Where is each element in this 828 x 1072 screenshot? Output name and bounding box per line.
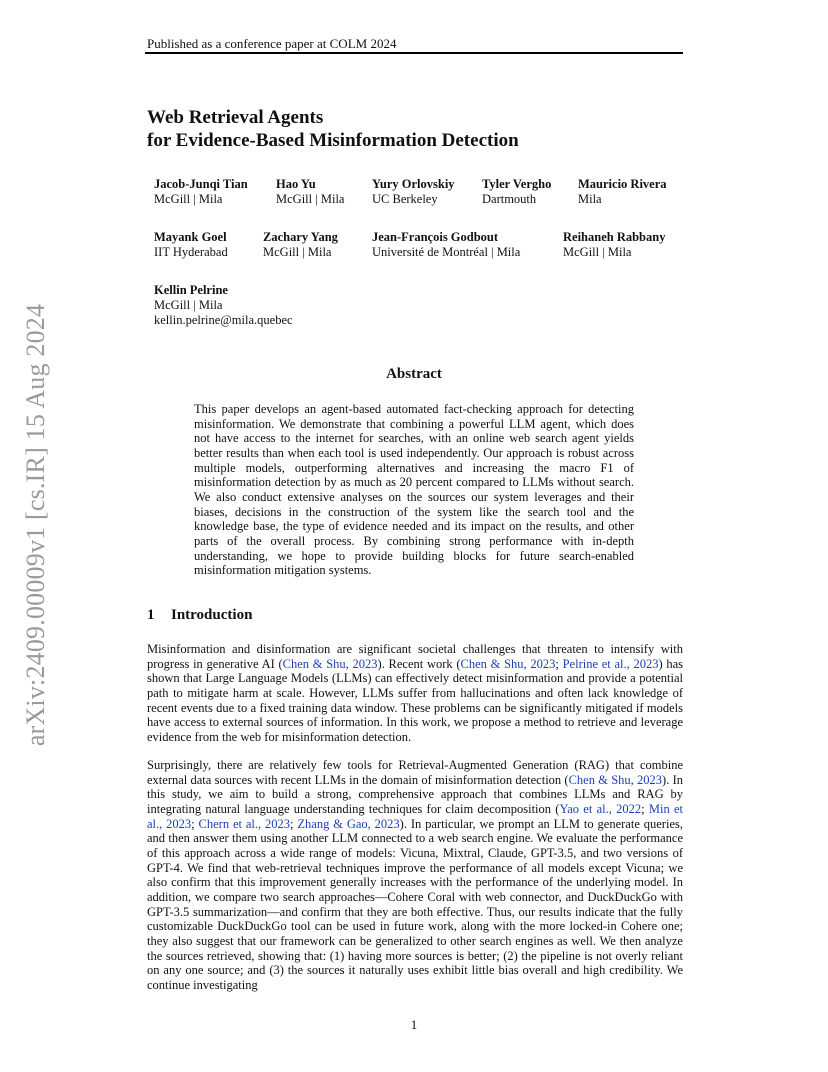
author-name: Mauricio Rivera xyxy=(578,177,667,191)
title-line-2: for Evidence-Based Misinformation Detection xyxy=(147,130,519,151)
arxiv-stamp-text: arXiv:2409.00009v1 [cs.IR] 15 Aug 2024 xyxy=(21,303,50,747)
introduction-paragraph-2 xyxy=(147,758,683,993)
author-block xyxy=(263,230,338,260)
author-name: Mayank Goel xyxy=(154,230,227,244)
author-block xyxy=(154,177,248,207)
author-block xyxy=(154,230,228,260)
author-name: Hao Yu xyxy=(276,177,316,191)
introduction-paragraph-1 xyxy=(147,642,683,745)
author-affiliation: Mila xyxy=(578,192,602,206)
author-block xyxy=(578,177,667,207)
citation-link[interactable]: Yao et al., 2022 xyxy=(559,801,642,816)
author-affiliation: Dartmouth xyxy=(482,192,537,206)
citation-link[interactable]: Chen & Shu, 2023 xyxy=(460,656,556,671)
author-block xyxy=(372,230,520,260)
author-name: Yury Orlovskiy xyxy=(372,177,455,191)
section-number: 1 xyxy=(147,607,155,623)
paragraph-text: ) has shown that Large Language Models (LLMs) can effectively detect misinformation and provide a potential path to mitigate harm at scale. However, LLMs suffer from hallucinations and often lack knowledge of recent events due to a fixed training data window. These problems can be significantly mitigated if models have access to external sources of information. In this work, we propose a method to retrieve and leverage evidence from the web for misinformation detection. xyxy=(147,656,684,744)
abstract-text: This paper develops an agent-based automated fact-checking approach for detecting misinformation. We demonstrate that combining a powerful LLM agent, which does not have access to the internet for searches, with an online web search agent yields better results than when each tool is used independently. Our approach is robust across multiple models, outperforming alternatives and increasing the macro F1 of misinformation detection by as much as 20 percent compared to LLMs without search. We also conduct extensive analyses on the sources our system leverages and their biases, decisions in the construction of the system like the search tool and the knowledge base, the type of evidence needed and its impact on the results, and other parts of the overall process. By combining strong performance with in-depth understanding, we hope to provide building blocks for future search-enabled misinformation mitigation systems. xyxy=(194,402,634,578)
author-affiliation: McGill | Mila xyxy=(563,245,632,259)
author-affiliation: McGill | Mila xyxy=(276,192,345,206)
abstract-heading: Abstract xyxy=(386,366,442,382)
citation-link[interactable]: Zhang & Gao, 2023 xyxy=(297,816,400,831)
title-line-1: Web Retrieval Agents xyxy=(147,107,324,128)
author-affiliation: McGill | Mila xyxy=(154,192,223,206)
paragraph-text: Surprisingly, there are relatively few tools for Retrieval-Augmented Generation (RAG) that combine external data sources with recent LLMs in the domain of misinformation detection ( xyxy=(147,758,683,787)
author-name: Kellin Pelrine xyxy=(154,283,228,297)
paragraph-text: ; xyxy=(290,816,298,831)
author-block xyxy=(154,283,293,328)
running-header: Published as a conference paper at COLM 2024 xyxy=(147,36,397,51)
author-block xyxy=(372,177,455,207)
paragraph-text: ; xyxy=(191,816,199,831)
paragraph-text: ). Recent work ( xyxy=(377,656,461,671)
author-block xyxy=(276,177,344,207)
author-name: Reihaneh Rabbany xyxy=(563,230,666,244)
page-number: 1 xyxy=(410,1017,418,1032)
author-block xyxy=(482,177,551,207)
citation-link[interactable]: Chen & Shu, 2023 xyxy=(282,656,378,671)
author-name: Jacob-Junqi Tian xyxy=(154,177,248,191)
author-name: Zachary Yang xyxy=(263,230,338,244)
citation-link[interactable]: Chern et al., 2023 xyxy=(198,816,291,831)
author-affiliation: UC Berkeley xyxy=(372,192,438,206)
author-affiliation: McGill | Mila xyxy=(263,245,332,259)
paragraph-text: ; xyxy=(641,801,649,816)
paragraph-text: ; xyxy=(555,656,563,671)
paper-title xyxy=(147,106,519,152)
citation-link[interactable]: Chen & Shu, 2023 xyxy=(568,772,663,787)
header-rule xyxy=(145,52,683,54)
author-affiliation: Université de Montréal | Mila xyxy=(372,245,521,259)
author-email[interactable]: kellin.pelrine@mila.quebec xyxy=(154,313,293,327)
section-heading xyxy=(147,607,252,624)
paragraph-text: Misinformation and disinformation are significant societal challenges that threaten to intensify with progress in generative AI ( xyxy=(147,642,683,671)
section-title: Introduction xyxy=(171,607,253,623)
author-affiliation: IIT Hyderabad xyxy=(154,245,228,259)
citation-link[interactable]: Pelrine et al., 2023 xyxy=(562,656,659,671)
author-affiliation: McGill | Mila xyxy=(154,298,223,312)
author-name: Jean-François Godbout xyxy=(372,230,499,244)
paragraph-text: ). In particular, we prompt an LLM to generate queries, and then answer them using another LLM connected to a web search engine. We evaluate the performance of this approach across a wide range of models: Vicuna, Mixtral, Claude, GPT-3.5, and two versions of GPT-4. We find that web-retrieval techniques improve the performance of all models except Vicuna; we also confirm that this improvement generally increases with the performance of the underlying model. In addition, we compare two search approaches—Cohere Coral with web connector, and DuckDuckGo with GPT-3.5 summarization—and confirm that they are both effective. Thus, our results indicate that the fully customizable DuckDuckGo tool can be used in future work, along with the more locked-in Cohere one; they also suggest that our framework can be generalized to other search engines as well. We then analyze the sources retrieved, showing that: (1) having more sources is better; (2) the pipeline is not overly reliant on any one source; and (3) the sources it naturally uses exhibit little bias overall and high credibility. We continue investigating xyxy=(147,816,683,992)
author-block xyxy=(563,230,665,260)
author-name: Tyler Vergho xyxy=(482,177,552,191)
paragraph-text: ). In this study, we aim to build a strong, comprehensive approach that combines LLMs and RAG by integrating natural language understanding techniques for claim decomposition ( xyxy=(147,772,684,816)
citation-link[interactable]: Min et al., 2023 xyxy=(147,801,683,831)
